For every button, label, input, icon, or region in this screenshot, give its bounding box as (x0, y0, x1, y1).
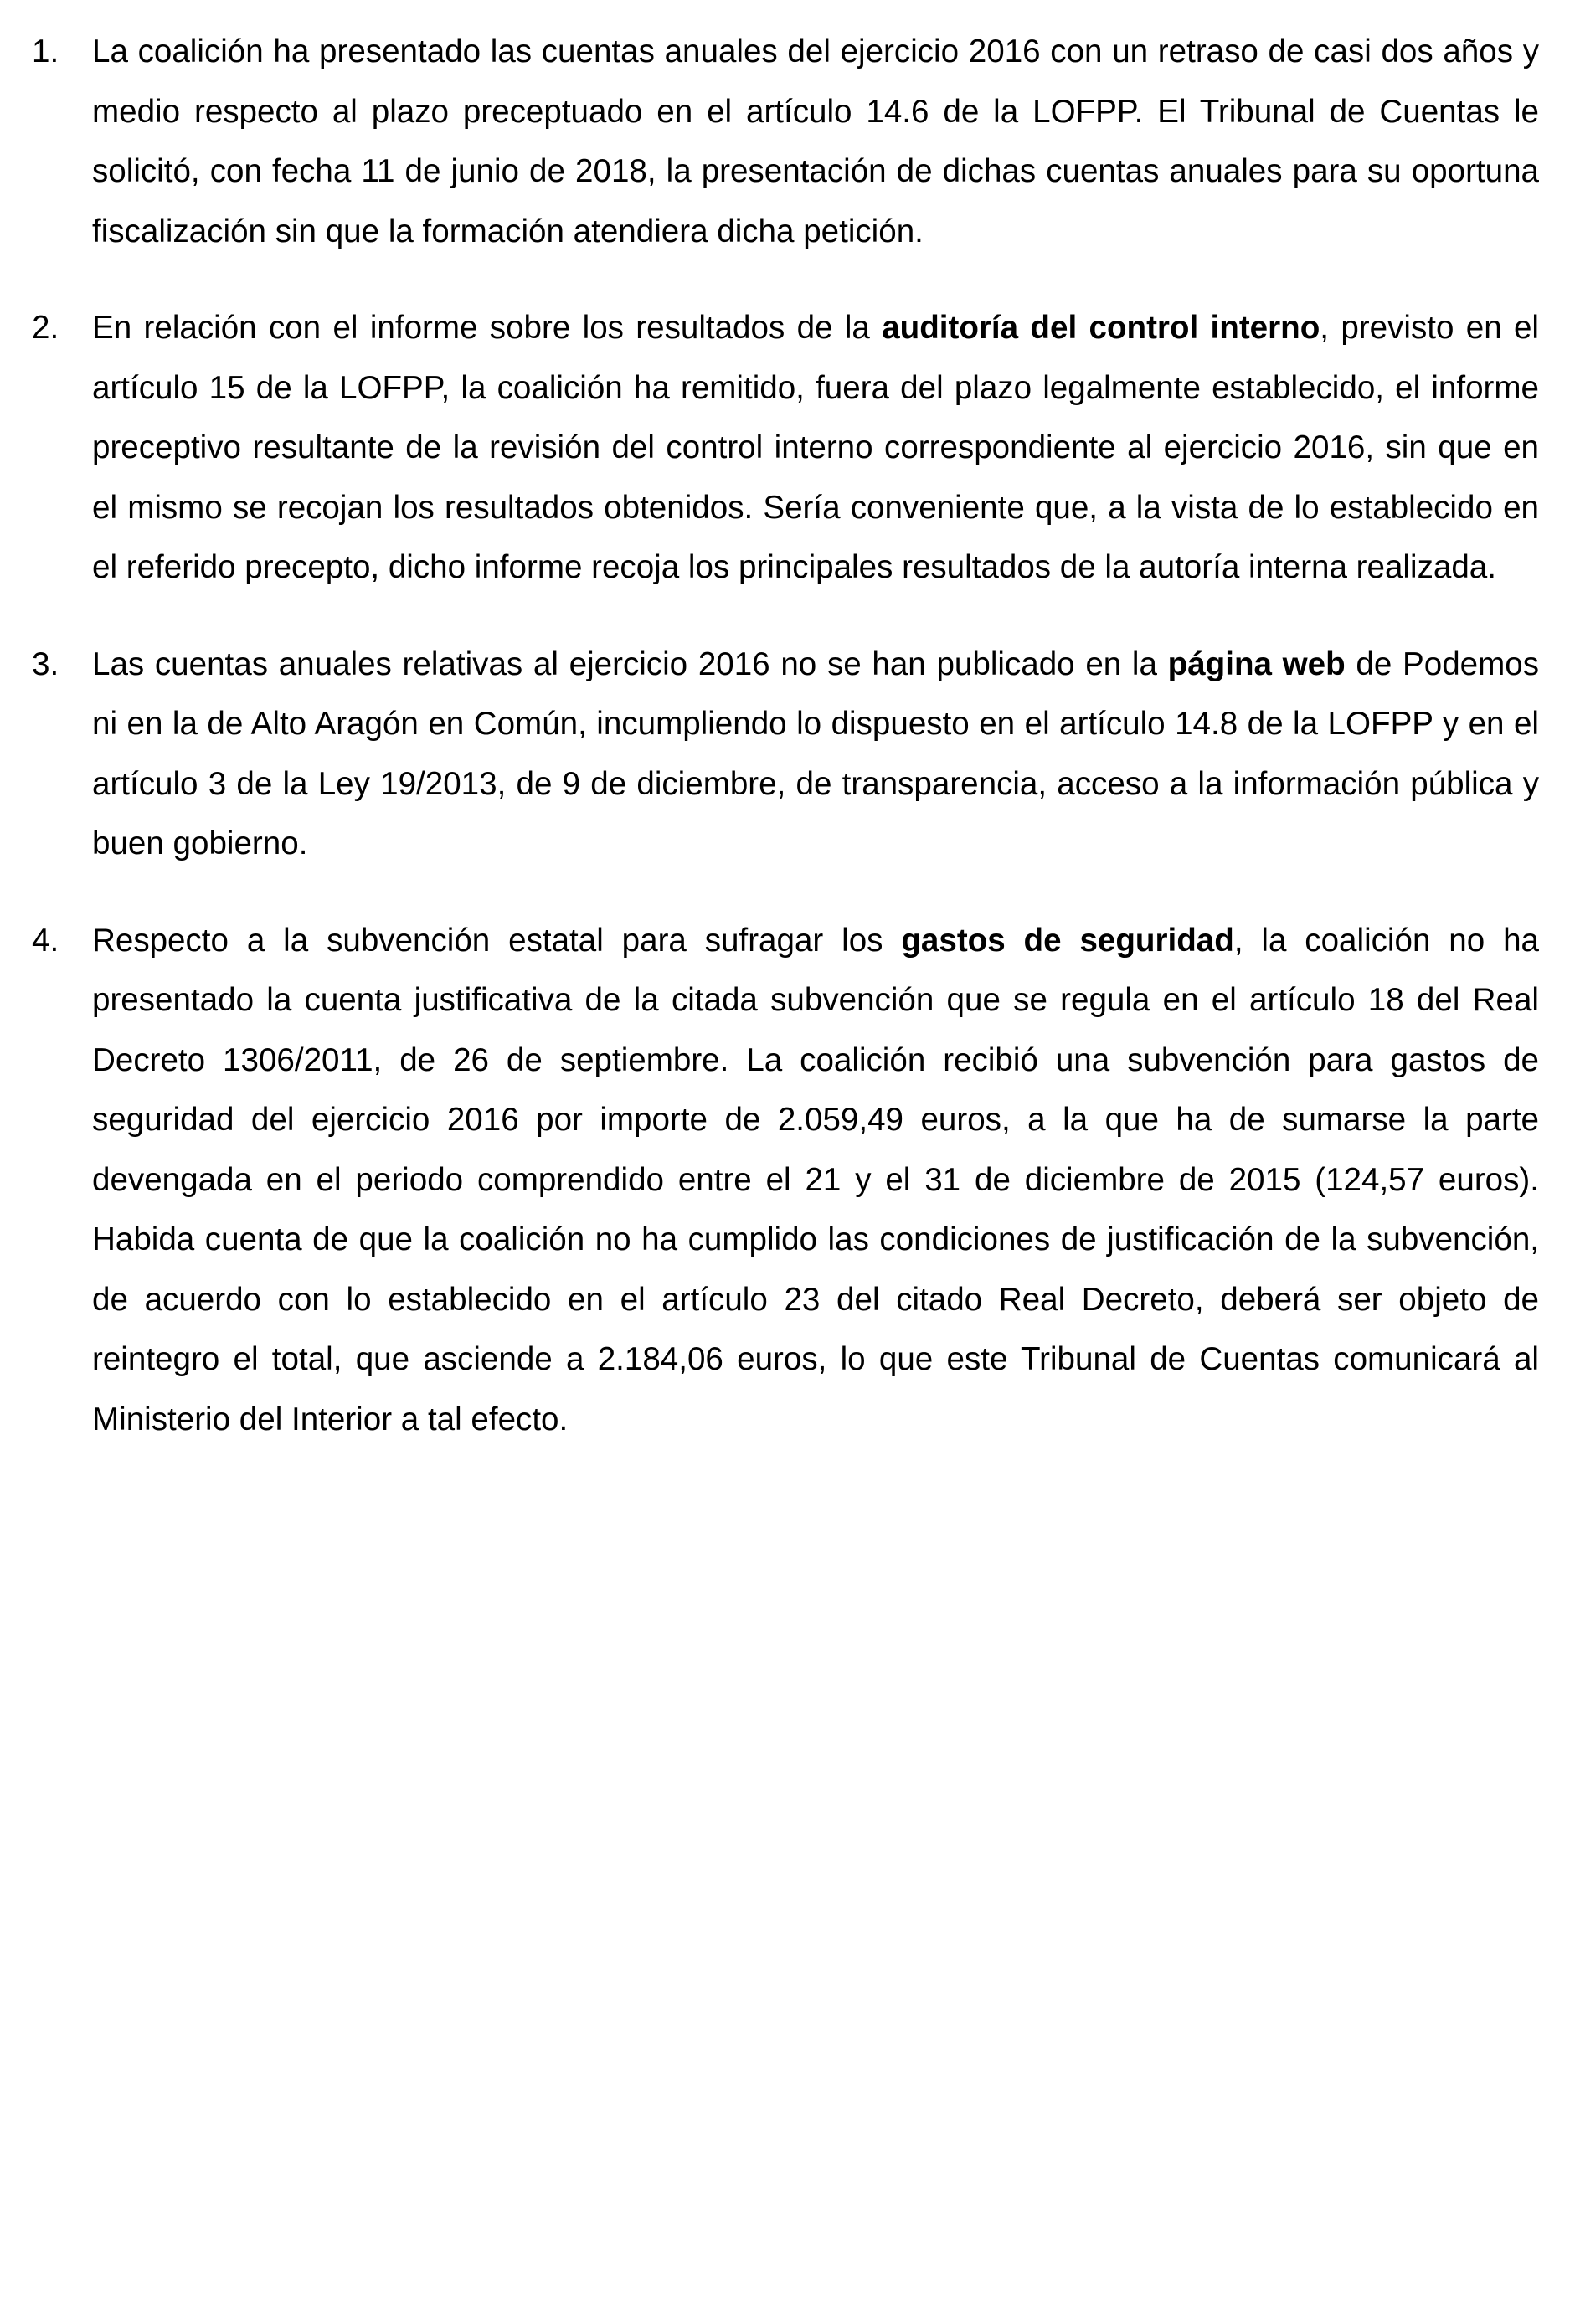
item-text-bold: gastos de seguridad (901, 922, 1234, 959)
item-text-after: de Podemos ni en la de Alto Aragón en Común, incumpliendo lo dispuesto en el artículo 14.8 de la LOFPP y en el artículo 3 de la Ley 19/2013, de 9 de diciembre, de transparencia, acceso a la información pública y buen gobierno. (92, 645, 1540, 861)
item-number: 3. (32, 645, 59, 682)
item-text (92, 635, 1539, 874)
document-body (32, 22, 1539, 1486)
list-item (32, 22, 1539, 261)
list-item (32, 298, 1539, 598)
item-text-bold: página web (1167, 645, 1346, 682)
item-text (92, 298, 1539, 598)
list-item (32, 911, 1539, 1450)
item-text-before: En relación con el informe sobre los resultados de la (92, 310, 883, 346)
item-text-after: , previsto en el artículo 15 de la LOFPP, la coalición ha remitido, fuera del plazo legalmente establecido, el informe preceptivo resultante de la revisión del control interno correspondiente al ejercicio 2016, sin que en el mismo se recojan los resultados obtenidos. Sería conveniente que, a la vista de lo establecido en el referido precepto, dicho informe recoja los principales resultados de la autoría interna realizada. (92, 310, 1540, 585)
item-text-before: Las cuentas anuales relativas al ejercicio 2016 no se han publicado en la (92, 645, 1168, 682)
item-text-after: , la coalición no ha presentado la cuenta justificativa de la citada subvención que se regula en el artículo 18 del Real Decreto 1306/2011, de 26 de septiembre. La coalición recibió una subvención para gastos de seguridad del ejercicio 2016 por importe de 2.059,49 euros, a la que ha de sumarse la parte devengada en el periodo comprendido entre el 21 y el 31 de diciembre de 2015 (124,57 euros). Habida cuenta de que la coalición no ha cumplido las condiciones de justificación de la subvención, de acuerdo con lo establecido en el artículo 23 del citado Real Decreto, deberá ser objeto de reintegro el total, que asciende a 2.184,06 euros, lo que este Tribunal de Cuentas comunicará al Ministerio del Interior a tal efecto. (92, 922, 1539, 1437)
item-number: 1. (32, 33, 59, 69)
item-text (92, 911, 1539, 1450)
item-text-bold: auditoría del control interno (882, 310, 1320, 346)
item-number: 4. (32, 922, 59, 959)
item-text-before: Respecto a la subvención estatal para sufragar los (92, 922, 902, 959)
item-number: 2. (32, 310, 59, 346)
list-item (32, 635, 1539, 874)
item-text-content: La coalición ha presentado las cuentas anuales del ejercicio 2016 con un retraso de casi dos años y medio respecto al plazo preceptuado en el artículo 14.6 de la LOFPP. El Tribunal de Cuentas le solicitó, con fecha 11 de junio de 2018, la presentación de dichas cuentas anuales para su oportuna fiscalización sin que la formación atendiera dicha petición. (92, 33, 1539, 249)
item-text (92, 22, 1539, 261)
